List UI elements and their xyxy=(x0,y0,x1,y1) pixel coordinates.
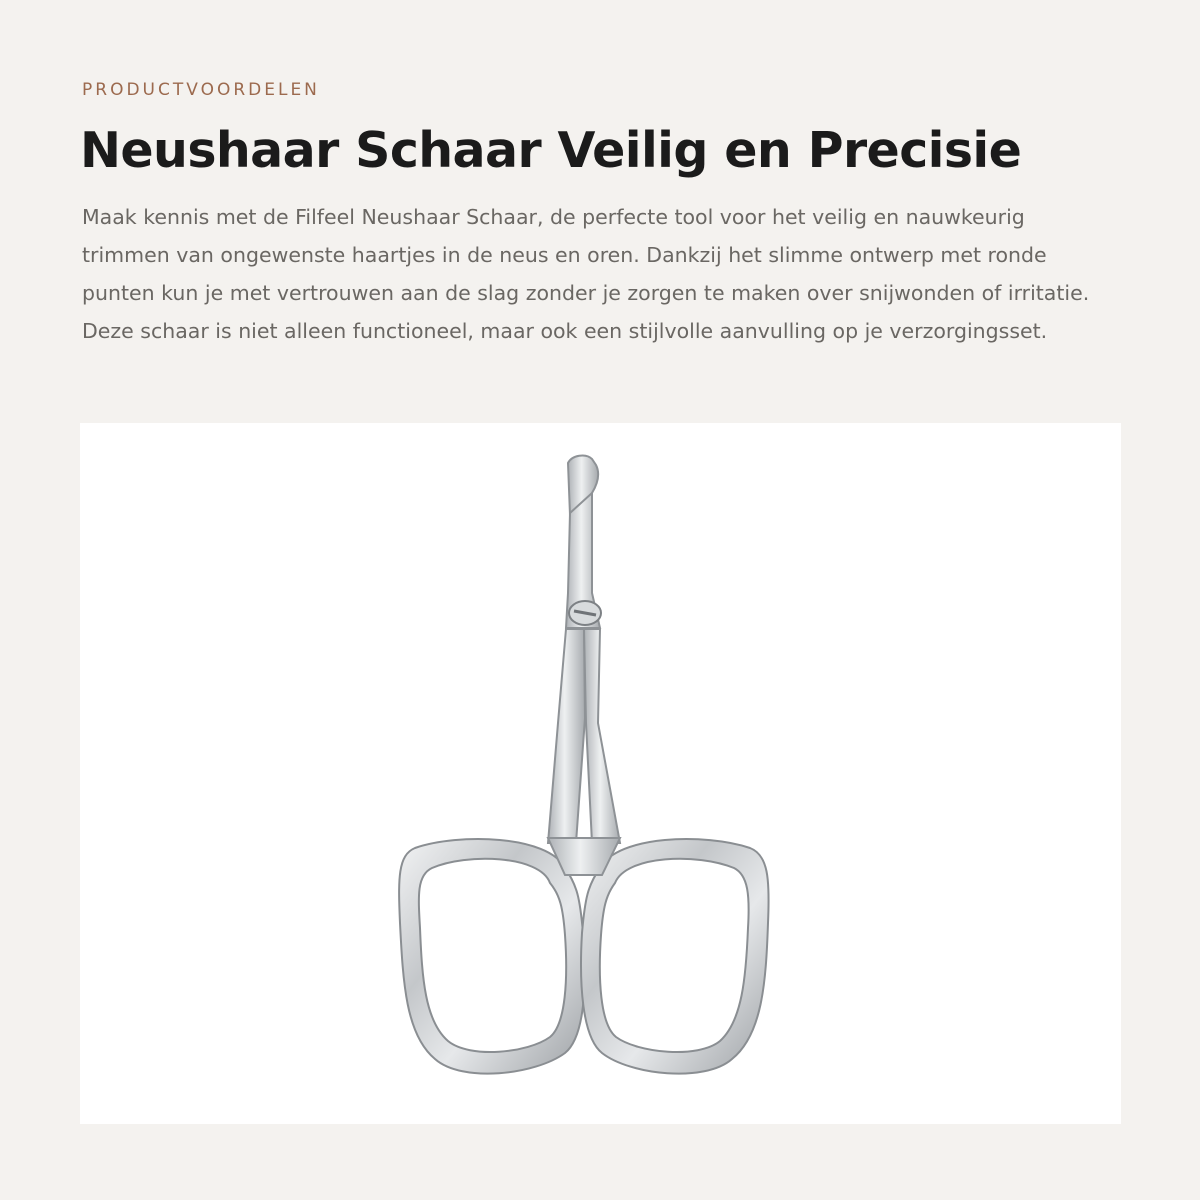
finger-ring-left xyxy=(399,839,585,1074)
shank-left xyxy=(548,629,585,843)
section-eyebrow: PRODUCTVOORDELEN xyxy=(82,80,320,100)
nose-hair-scissors-icon xyxy=(80,423,1121,1124)
finger-ring-right xyxy=(581,839,769,1074)
section-description: Maak kennis met de Filfeel Neushaar Schaar, de perfecte tool voor het veilig en nauwkeurig trimmen van ongewenste haartjes in de neus en oren. Dankzij het slimme ontwerp met ronde punten kun je met vertrouwen aan de slag zonder je zorgen te maken over snijwonden of irritatie. Deze schaar is niet alleen functioneel, maar ook een stijlvolle aanvulling op je verzorgingsset. xyxy=(82,205,1090,343)
product-image xyxy=(80,423,1121,1124)
shank-right xyxy=(584,629,620,843)
section-title: Neushaar Schaar Veilig en Precisie xyxy=(80,122,1022,179)
